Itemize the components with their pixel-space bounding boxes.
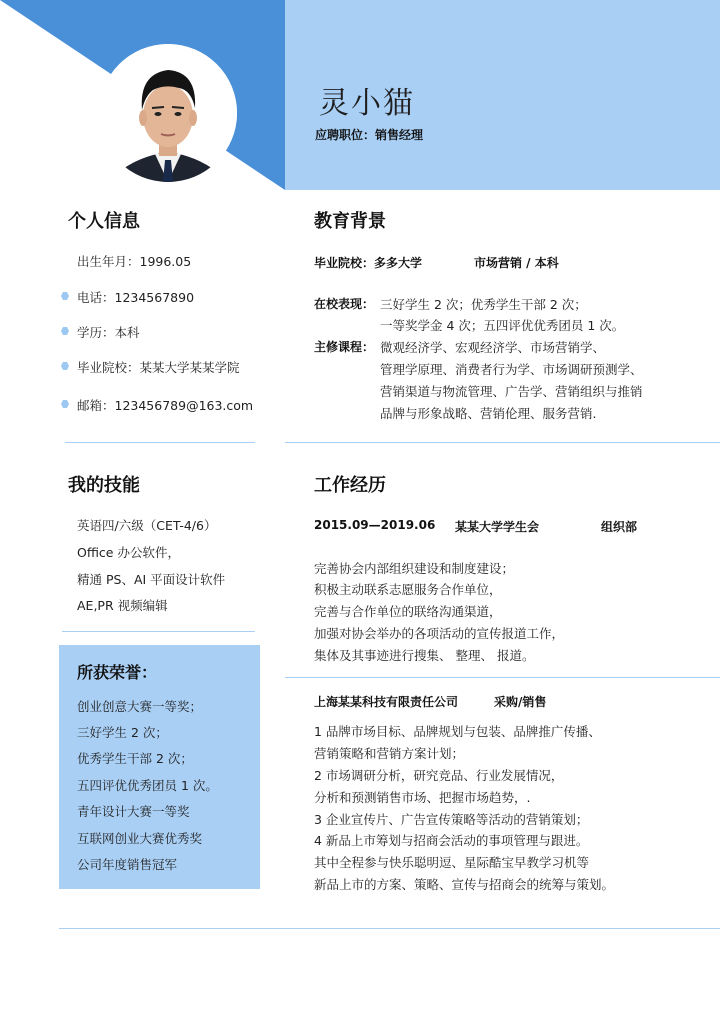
education-perf-line: 三好学生 2 次；优秀学生干部 2 次；: [380, 297, 587, 312]
education-perf-label: 在校表现：: [314, 297, 375, 311]
skill-item: Office 办公软件，: [77, 545, 180, 560]
personal-info-text: 邮箱：123456789@163.com: [77, 398, 254, 413]
education-course-line: 管理学原理、消费者行为学、市场调研预测学、: [380, 362, 643, 377]
work2-line: 新品上市的方案、策略、宣传与招商会的统筹与策划。: [314, 877, 615, 892]
bullet-icon: [61, 292, 69, 300]
work2-line: 4 新品上市筹划与招商会活动的事项管理与跟进。: [314, 833, 589, 848]
divider: [65, 442, 255, 443]
divider: [285, 442, 720, 443]
work2-line: 3 企业宣传片、广告宣传策略等活动的营销策划；: [314, 812, 589, 827]
honor-item: 三好学生 2 次；: [77, 725, 168, 740]
honor-item: 优秀学生干部 2 次；: [77, 751, 193, 766]
skill-item: AE,PR 视频编辑: [77, 598, 168, 613]
divider: [62, 631, 255, 632]
honor-item: 创业创意大赛一等奖；: [77, 699, 203, 714]
work1-line: 加强对协会举办的各项活动的宣传报道工作，: [314, 626, 565, 641]
work2-line: 其中全程参与快乐聪明逗、星际酷宝早教学习机等: [314, 855, 590, 870]
skill-item: 精通 PS、AI 平面设计软件: [77, 572, 226, 587]
work1-line: 集体及其事迹进行搜集、 整理、 报道。: [314, 648, 535, 663]
job-label: 应聘职位：: [315, 128, 376, 142]
honor-item: 公司年度销售冠军: [77, 857, 178, 872]
work2-role: 采购/销售: [494, 695, 547, 709]
honor-item: 互联网创业大赛优秀奖: [77, 831, 203, 846]
work2-line: 1 品牌市场目标、品牌规划与包装、品牌推广传播、: [314, 724, 601, 739]
candidate-name: 灵小猫: [319, 86, 415, 121]
avatar: [99, 44, 237, 182]
personal-info-item: 出生年月：1996.05: [77, 254, 192, 269]
education-school: 毕业院校：多多大学: [314, 256, 423, 270]
work1-period: 2015.09—2019.06: [314, 518, 436, 532]
work-title: 工作经历: [314, 475, 386, 496]
bullet-icon: [61, 362, 69, 370]
divider: [285, 677, 720, 678]
honor-item: 青年设计大赛一等奖: [77, 804, 190, 819]
education-course-line: 营销渠道与物流管理、广告学、营销组织与推销: [380, 384, 643, 399]
education-major: 市场营销 / 本科: [474, 256, 559, 270]
work1-dept: 组织部: [601, 520, 638, 534]
education-course-label: 主修课程：: [314, 340, 375, 354]
work1-line: 完善协会内部组织建设和制度建设；: [314, 561, 515, 576]
education-title: 教育背景: [314, 211, 386, 232]
work1-line: 完善与合作单位的联络沟通渠道，: [314, 604, 502, 619]
work1-line: 积极主动联系志愿服务合作单位，: [314, 582, 502, 597]
personal-info-item: [77, 323, 140, 341]
personal-info-item: [77, 288, 194, 306]
honor-item: 五四评优优秀团员 1 次。: [77, 778, 218, 793]
honors-title: 所获荣誉：: [77, 663, 158, 682]
education-perf-line: 一等奖学金 4 次；五四评优优秀团员 1 次。: [380, 318, 625, 333]
work2-line: 营销策略和营销方案计划；: [314, 746, 465, 761]
personal-info-item: [77, 358, 240, 376]
job-value: 销售经理: [375, 128, 424, 142]
work2-line: 分析和预测销售市场、把握市场趋势，.: [314, 790, 531, 805]
bullet-icon: [61, 400, 69, 408]
personal-info-text: 学历：本科: [77, 325, 140, 340]
skills-title: 我的技能: [68, 475, 140, 496]
work1-org: 某某大学学生会: [455, 520, 540, 534]
divider: [59, 928, 720, 929]
job-title: [315, 126, 423, 143]
work2-line: 2 市场调研分析，研究竞品、行业发展情况，: [314, 768, 564, 783]
skill-item: 英语四/六级（CET-4/6）: [77, 518, 217, 533]
personal-info-text: 毕业院校：某某大学某某学院: [77, 360, 240, 375]
personal-info-item: [77, 396, 253, 414]
education-course-line: 品牌与形象战略、营销伦理、服务营销.: [380, 406, 597, 421]
work2-company: 上海某某科技有限责任公司: [314, 695, 459, 709]
education-course-line: 微观经济学、宏观经济学、市场营销学、: [380, 340, 606, 355]
personal-info-title: 个人信息: [68, 211, 140, 232]
personal-info-text: 电话：1234567890: [77, 290, 195, 305]
bullet-icon: [61, 327, 69, 335]
